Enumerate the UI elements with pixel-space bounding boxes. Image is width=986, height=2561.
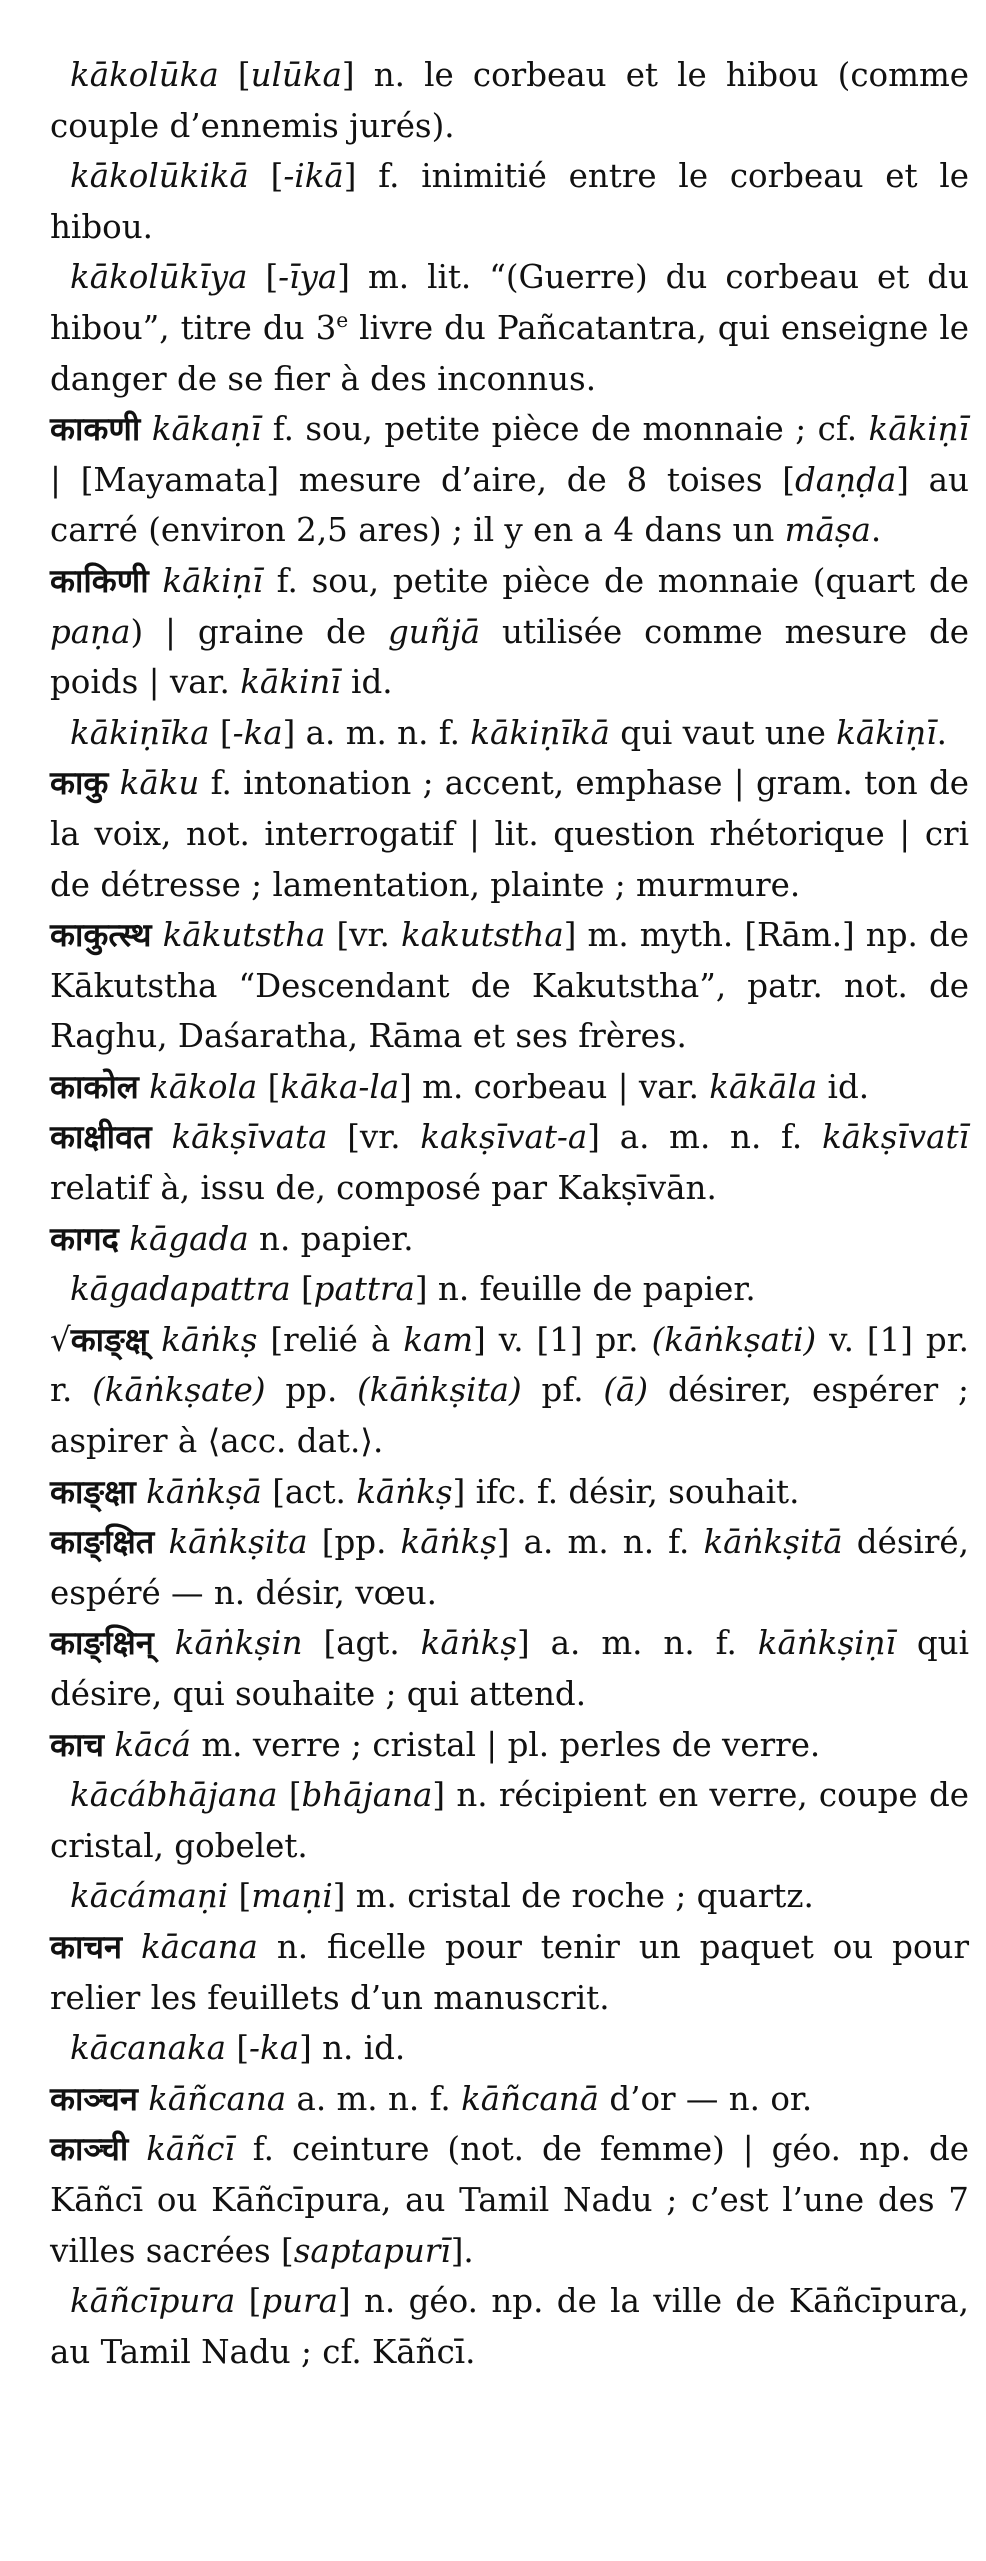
entry-text: qui vaut une bbox=[609, 713, 837, 752]
headword-entry bbox=[50, 1467, 969, 1518]
headword-entry bbox=[50, 404, 969, 556]
italic-term: kakṣīvat-a bbox=[420, 1118, 588, 1157]
devanagari-headword: काकोल bbox=[50, 1066, 139, 1106]
subentry bbox=[50, 1264, 969, 1315]
entry-text bbox=[140, 410, 151, 448]
italic-term: kāñcīpura bbox=[70, 2282, 236, 2321]
entry-text: [vr. bbox=[325, 916, 401, 955]
superscript: e bbox=[336, 308, 349, 333]
italic-term: kāṅkṣita bbox=[168, 1523, 308, 1562]
devanagari-headword: काकणी bbox=[50, 409, 141, 449]
italic-term: kākolūka bbox=[70, 56, 219, 94]
entry-text: ]. bbox=[450, 2231, 474, 2270]
entry-text: désirer, espérer ; aspirer à ⟨acc. dat.⟩. bbox=[50, 1371, 969, 1461]
italic-term: kākṣīvata bbox=[171, 1118, 328, 1157]
entry-text: ] m. myth. [Rām.] np. de Kākutstha “Descendant de Kakutstha”, patr. not. de Raghu, Daśaratha, Rāma et ses frères. bbox=[50, 916, 969, 1056]
subentry bbox=[50, 252, 969, 404]
entry-text: [ bbox=[257, 1067, 281, 1106]
entry-text: [ bbox=[290, 1270, 314, 1309]
headword-entry bbox=[50, 2124, 969, 2276]
entry-text bbox=[108, 764, 119, 802]
entry-text: . bbox=[870, 511, 882, 550]
italic-term: kāṅkṣ bbox=[356, 1472, 453, 1511]
entry-text: ] n. feuille de papier. bbox=[414, 1270, 756, 1309]
italic-term: kāgadapattra bbox=[70, 1270, 291, 1309]
headword-entry bbox=[50, 758, 969, 910]
italic-term: kācana bbox=[140, 1927, 258, 1966]
entry-text bbox=[149, 562, 163, 600]
headword-entry bbox=[50, 1517, 969, 1618]
subentry bbox=[50, 2276, 969, 2377]
entry-text bbox=[154, 1523, 168, 1561]
entry-text: ] n. le corbeau et le hibou (comme couple d’ennemis jurés). bbox=[50, 56, 969, 145]
subentry bbox=[50, 1770, 969, 1871]
devanagari-headword: काक्षीवत bbox=[50, 1117, 152, 1157]
subentry bbox=[50, 50, 969, 151]
devanagari-headword: काङ्क्षिन् bbox=[50, 1623, 154, 1663]
entry-text: [ bbox=[277, 1776, 302, 1815]
italic-term: kāgada bbox=[129, 1219, 249, 1258]
headword-entry bbox=[50, 1315, 969, 1467]
italic-term: kācanaka bbox=[70, 2029, 227, 2068]
subentry bbox=[50, 1871, 969, 1922]
entry-text: ] a. m. n. f. bbox=[517, 1624, 758, 1663]
entry-text: [ bbox=[248, 157, 284, 196]
devanagari-headword: काङ्क्ष् bbox=[70, 1319, 149, 1359]
entry-text: ] m. lit. “(Guerre) du corbeau et du hibou”, titre du 3 bbox=[50, 258, 969, 347]
italic-term: kācámaṇi bbox=[70, 1877, 229, 1916]
devanagari-headword: कागद bbox=[50, 1218, 119, 1258]
entry-text: m. verre ; cristal | pl. perles de verre. bbox=[191, 1725, 821, 1764]
entry-text: f. ceinture (not. de femme) | géo. np. de Kāñcī ou Kāñcīpura, au Tamil Nadu ; c’est l’une des 7 villes sacrées [ bbox=[50, 2130, 969, 2270]
entry-text: f. sou, petite pièce de monnaie ; cf. bbox=[261, 410, 869, 449]
italic-term: (kāṅkṣate) bbox=[92, 1371, 266, 1410]
headword-entry bbox=[50, 1112, 969, 1213]
italic-term: kākāla bbox=[709, 1067, 818, 1106]
italic-term: kākṣīvatī bbox=[821, 1118, 969, 1157]
devanagari-headword: काञ्ची bbox=[50, 2129, 129, 2169]
devanagari-headword: काङ्क्षित bbox=[50, 1522, 155, 1562]
entry-text: [agt. bbox=[302, 1624, 421, 1663]
entry-text: ] m. corbeau | var. bbox=[399, 1067, 710, 1106]
devanagari-headword: काकु bbox=[50, 763, 109, 803]
italic-term: kākinī bbox=[240, 663, 341, 702]
italic-term: kākiṇī bbox=[868, 410, 969, 449]
italic-term: māṣa bbox=[784, 511, 871, 550]
entry-text: désiré, espéré — n. désir, vœu. bbox=[50, 1523, 969, 1612]
entry-text: qui désire, qui souhaite ; qui attend. bbox=[50, 1624, 969, 1713]
italic-term: maṇi bbox=[251, 1877, 333, 1916]
italic-term: (ā) bbox=[603, 1371, 649, 1410]
entry-text bbox=[119, 1220, 129, 1258]
entry-text: ] au carré (environ 2,5 ares) ; il y en a 4 dans un bbox=[50, 460, 969, 550]
headword-entry bbox=[50, 1618, 969, 1719]
entry-text: [ bbox=[218, 56, 251, 94]
headword-entry bbox=[50, 556, 969, 708]
subentry bbox=[50, 151, 969, 252]
italic-term: saptapurī bbox=[293, 2231, 451, 2270]
italic-term: -īya bbox=[278, 258, 338, 297]
entry-text: relatif à, issu de, composé par Kakṣīvān. bbox=[50, 1169, 717, 1208]
italic-term: kāṅkṣiṇī bbox=[757, 1624, 896, 1663]
italic-term: kākaṇī bbox=[151, 410, 262, 449]
subentry bbox=[50, 2023, 969, 2074]
entry-text: | [Mayamata] mesure d’aire, de 8 toises [ bbox=[50, 460, 795, 499]
devanagari-headword: काचन bbox=[50, 1926, 123, 1966]
entry-text: ] a. m. n. f. bbox=[496, 1523, 704, 1562]
entry-text bbox=[154, 1624, 175, 1662]
entry-text: [relié à bbox=[257, 1320, 404, 1359]
italic-term: kākolūkīya bbox=[70, 258, 248, 297]
entry-text bbox=[139, 1068, 149, 1106]
italic-term: ulūka bbox=[250, 56, 342, 94]
entry-text: n. papier. bbox=[248, 1219, 414, 1258]
italic-term: kāṅkṣ bbox=[400, 1523, 497, 1562]
italic-term: kākiṇīkā bbox=[470, 713, 610, 752]
entry-text: [pp. bbox=[307, 1523, 401, 1562]
headword-entry bbox=[50, 1214, 969, 1265]
italic-term: -ikā bbox=[283, 157, 344, 196]
italic-term: -ka bbox=[249, 2029, 300, 2068]
entry-text: ] n. récipient en verre, coupe de cristal, gobelet. bbox=[50, 1776, 969, 1865]
italic-term: kākola bbox=[149, 1067, 258, 1106]
devanagari-headword: काञ्चन bbox=[50, 2078, 138, 2118]
headword-entry bbox=[50, 1922, 969, 2023]
italic-term: kākiṇī bbox=[162, 561, 263, 600]
entry-text bbox=[104, 1726, 114, 1764]
headword-entry bbox=[50, 910, 969, 1062]
entry-text: [act. bbox=[261, 1472, 357, 1511]
headword-entry bbox=[50, 2074, 969, 2125]
entry-text: [ bbox=[235, 2282, 262, 2321]
italic-term: kākiṇī bbox=[836, 713, 937, 752]
entry-text: v. [1] pr. r. bbox=[50, 1320, 970, 1410]
entry-text: ] a. m. n. f. bbox=[587, 1118, 822, 1157]
entry-text: [ bbox=[226, 2029, 250, 2068]
entry-text: n. ficelle pour tenir un paquet ou pour relier les feuillets d’un manuscrit. bbox=[50, 1927, 969, 2017]
entry-text: ] f. inimitié entre le corbeau et le hibou. bbox=[50, 157, 970, 246]
italic-term: kāñcanā bbox=[461, 2079, 599, 2118]
italic-term: kakutstha bbox=[400, 916, 564, 955]
entry-text bbox=[138, 2080, 148, 2118]
italic-term: kāṅkṣ bbox=[420, 1624, 518, 1663]
italic-term: kāṅkṣitā bbox=[703, 1523, 843, 1562]
italic-term: kāka-la bbox=[280, 1067, 400, 1106]
italic-term: kāṅkṣā bbox=[146, 1472, 262, 1511]
entry-text: d’or — n. or. bbox=[599, 2079, 813, 2118]
italic-term: bhājana bbox=[301, 1776, 433, 1815]
italic-term: kāñcana bbox=[148, 2079, 287, 2118]
italic-term: kāṅkṣ bbox=[161, 1320, 258, 1359]
entry-text: f. intonation ; accent, emphase | gram. ton de la voix, not. interrogatif | lit. question rhétorique | cri de détresse ; lamentation, plainte ; murmure. bbox=[50, 764, 969, 904]
italic-term: kākutstha bbox=[162, 916, 326, 955]
italic-term: pura bbox=[261, 2282, 338, 2321]
entry-text: √ bbox=[50, 1320, 71, 1359]
entry-text: utilisée comme mesure de poids | var. bbox=[50, 612, 969, 702]
italic-term: paṇa bbox=[50, 612, 131, 651]
italic-term: kam bbox=[403, 1320, 474, 1359]
headword-entry bbox=[50, 1720, 969, 1771]
entry-text bbox=[152, 916, 163, 954]
headword-entry bbox=[50, 1062, 969, 1113]
italic-term: daṇḍa bbox=[794, 460, 897, 499]
subentry bbox=[50, 708, 969, 759]
italic-term: kācá bbox=[114, 1725, 192, 1764]
entry-text: ] ifc. f. désir, souhait. bbox=[452, 1472, 800, 1511]
devanagari-headword: काकुत्स्थ bbox=[50, 915, 152, 955]
entry-text: pp. bbox=[265, 1371, 358, 1410]
italic-term: guñjā bbox=[387, 612, 481, 651]
entry-text bbox=[148, 1321, 161, 1359]
devanagari-headword: काङ्क्षा bbox=[50, 1471, 136, 1511]
italic-term: -ka bbox=[232, 713, 283, 752]
entry-text: ] a. m. n. f. bbox=[282, 713, 471, 752]
entry-text: [ bbox=[209, 713, 233, 752]
devanagari-headword: काच bbox=[50, 1724, 105, 1764]
italic-term: (kāṅkṣita) bbox=[357, 1371, 522, 1410]
entry-text: ) | graine de bbox=[130, 612, 388, 651]
entry-text: f. sou, petite pièce de monnaie (quart de bbox=[262, 561, 969, 600]
entry-text bbox=[128, 2130, 146, 2168]
entry-text: . bbox=[936, 713, 947, 752]
italic-term: pattra bbox=[313, 1270, 415, 1309]
italic-term: kāṅkṣin bbox=[174, 1624, 303, 1663]
entry-text: livre du Pañcatantra, qui enseigne le danger de se fier à des inconnus. bbox=[50, 308, 969, 398]
italic-term: kākiṇīka bbox=[70, 713, 210, 752]
entry-text: id. bbox=[340, 663, 393, 702]
devanagari-headword: काकिणी bbox=[50, 560, 149, 600]
entry-text bbox=[152, 1118, 172, 1156]
entry-text: [ bbox=[228, 1877, 252, 1916]
entry-text: [vr. bbox=[327, 1118, 421, 1157]
entry-text: a. m. n. f. bbox=[286, 2079, 462, 2118]
italic-term: kākolūkikā bbox=[70, 157, 249, 196]
entry-text bbox=[136, 1473, 146, 1511]
entry-text: ] n. id. bbox=[299, 2029, 406, 2068]
entry-text: pf. bbox=[521, 1371, 604, 1410]
italic-term: kāñcī bbox=[146, 2130, 235, 2169]
entry-text: ] m. cristal de roche ; quartz. bbox=[332, 1877, 814, 1916]
entry-text: id. bbox=[817, 1067, 870, 1106]
italic-term: kāku bbox=[119, 764, 200, 803]
entry-text bbox=[122, 1928, 141, 1966]
entry-text: ] n. géo. np. de la ville de Kāñcīpura, au Tamil Nadu ; cf. Kāñcī. bbox=[50, 2282, 969, 2371]
entry-text: [ bbox=[247, 258, 279, 297]
italic-term: (kāṅkṣati) bbox=[651, 1320, 817, 1359]
italic-term: kācábhājana bbox=[70, 1776, 278, 1815]
entry-text: ] v. [1] pr. bbox=[473, 1320, 652, 1359]
